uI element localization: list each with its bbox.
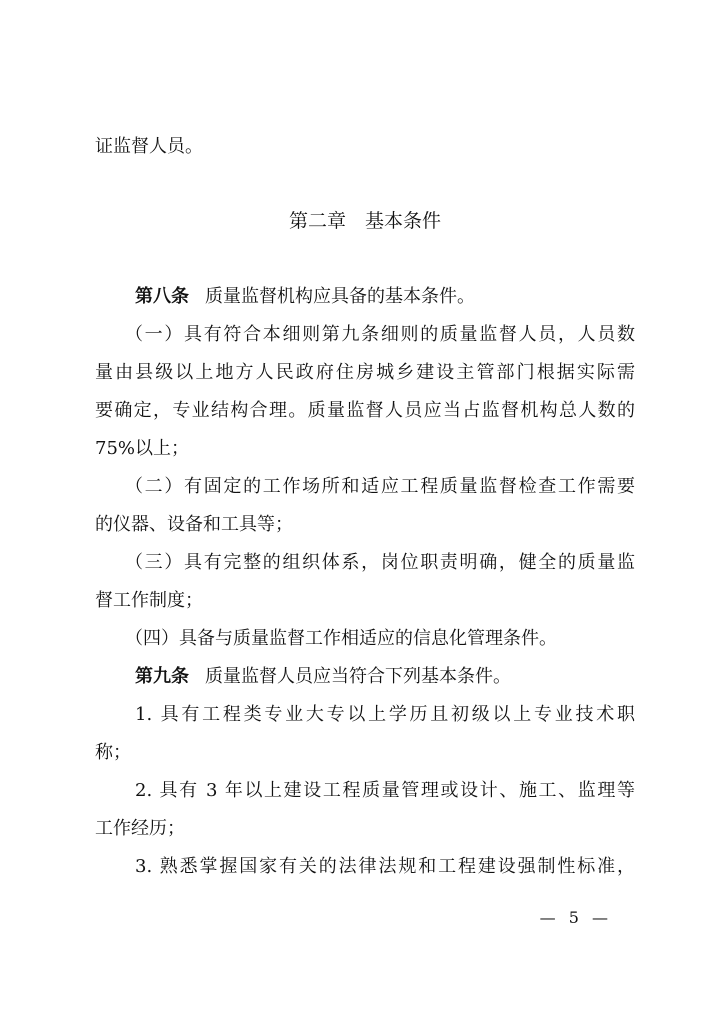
a8-item4-line1: （四）具备与质量监督工作相适应的信息化管理条件。 (125, 628, 557, 649)
a8-item1-line3: 要确定，专业结构合理。质量监督人员应当占监督机构总人数的 (95, 400, 635, 421)
article-8-title: 第八条 (135, 286, 189, 307)
page-body (95, 128, 635, 886)
a8-item3-line1: （三）具有完整的组织体系，岗位职责明确，健全的质量监 (125, 552, 635, 573)
a9-item1-line1: 1. 具有工程类专业大专以上学历且初级以上专业技术职 (135, 704, 635, 725)
article-9-text: 质量监督人员应当符合下列基本条件。 (205, 666, 511, 687)
a9-item2-line2: 工作经历； (95, 818, 185, 839)
a9-item1-line2: 称； (95, 742, 131, 763)
a9-item3-line1: 3. 熟悉掌握国家有关的法律法规和工程建设强制性标准， (135, 856, 635, 877)
a8-item1-line4: 75%以上； (95, 438, 190, 459)
article-8-heading (95, 278, 635, 316)
article-8-text: 质量监督机构应具备的基本条件。 (205, 286, 475, 307)
article-9-heading (95, 658, 635, 696)
continued-line: 证监督人员。 (95, 136, 203, 157)
article-9-title: 第九条 (135, 666, 189, 687)
a8-item1-line1: （一）具有符合本细则第九条细则的质量监督人员，人员数 (125, 324, 635, 345)
a9-item2-line1: 2. 具有 3 年以上建设工程质量管理或设计、施工、监理等 (135, 780, 635, 801)
a8-item2-line1: （二）有固定的工作场所和适应工程质量监督检查工作需要 (125, 476, 635, 497)
chapter-title: 第二章 基本条件 (288, 210, 441, 232)
a8-item1-line2: 量由县级以上地方人民政府住房城乡建设主管部门根据实际需 (95, 362, 635, 383)
a8-item2-line2: 的仪器、设备和工具等； (95, 514, 293, 535)
a8-item3-line2: 督工作制度； (95, 590, 203, 611)
page-number: — 5 — (539, 908, 612, 927)
